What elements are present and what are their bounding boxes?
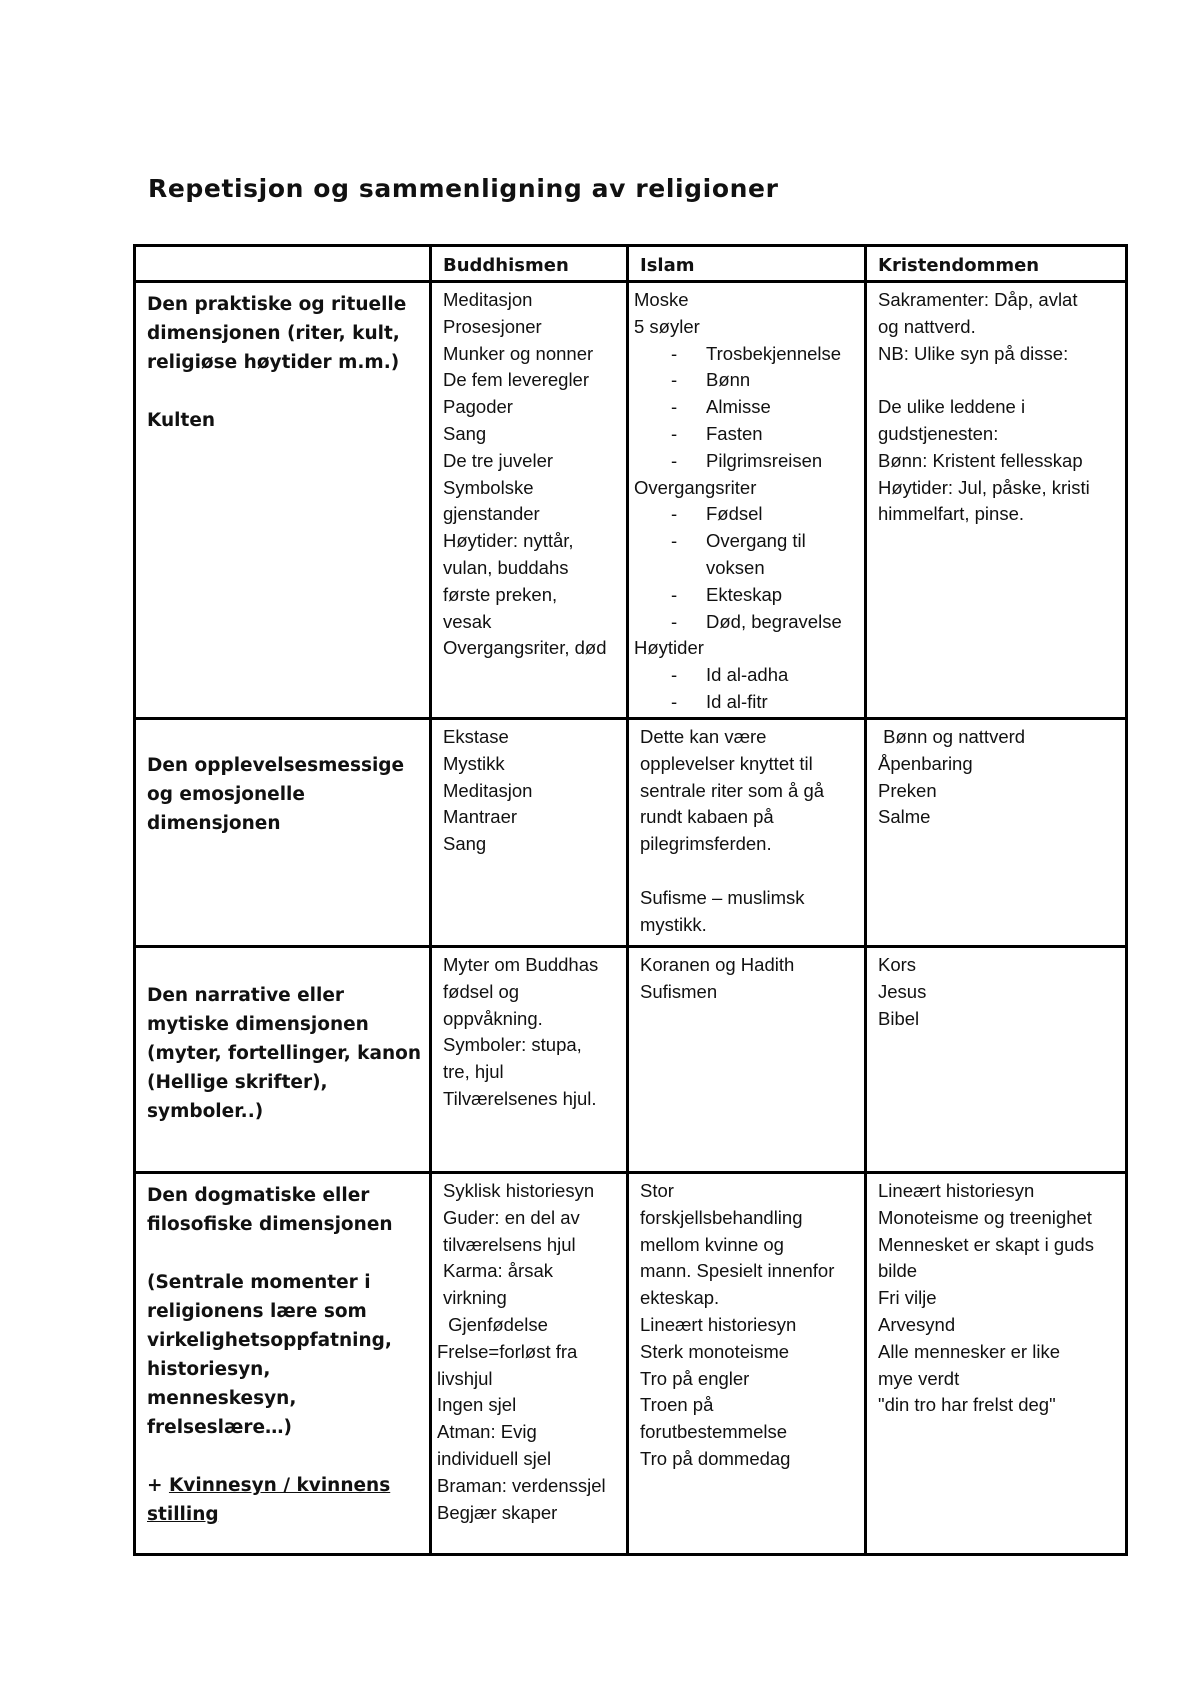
cell-line: Bønn: Kristent fellesskap [878, 449, 1083, 471]
cell-line: gjenstander [443, 503, 540, 525]
cell-line: Monoteisme og treenighet [878, 1206, 1092, 1228]
cell-line: Karma: årsak [443, 1260, 554, 1282]
row-label-narrative [135, 947, 431, 1173]
cell-line: Sakramenter: Dåp, avlat [878, 289, 1078, 310]
cell-line: og nattverd. [878, 315, 976, 337]
cell-line: Frelse=forløst fra [437, 1340, 578, 1362]
label-line: (myter, fortellinger, kanon [147, 1043, 422, 1064]
list-item: - Fasten [634, 421, 860, 448]
label-line: Den praktiske og rituelle [147, 294, 407, 315]
cell-line: Myter om Buddhas [443, 954, 599, 975]
list-item: - Id al-fitr [634, 689, 860, 716]
cell-line: oppvåkning. [443, 1007, 543, 1029]
cell-christianity-dogmatic [866, 1173, 1127, 1555]
cell-line: Tro på engler [640, 1367, 750, 1389]
cell-line: De fem leveregler [443, 369, 590, 391]
label-line [147, 1471, 421, 1500]
cell-line: Atman: Evig [437, 1421, 537, 1443]
list-item: - Død, begravelse [634, 609, 860, 636]
label-line: Den narrative eller [147, 985, 345, 1006]
cell-buddhism-dogmatic [431, 1173, 628, 1555]
cell-line: himmelfart, pinse. [878, 503, 1024, 525]
cell-line: Guder: en del av [443, 1206, 580, 1228]
cell-line: Salme [878, 806, 931, 828]
row-dogmatic [135, 1173, 1127, 1555]
cell-line: Moske [634, 289, 689, 310]
label-line: frelseslære…) [147, 1417, 292, 1438]
cell-line: forutbestemmelse [640, 1421, 788, 1443]
plus-prefix: + [147, 1475, 169, 1496]
label-line: symboler..) [147, 1101, 264, 1122]
cell-buddhism-experiential [431, 719, 628, 947]
cell-line: Munker og nonner [443, 342, 594, 364]
cell-line: Jesus [878, 980, 927, 1002]
cell-line: Syklisk historiesyn [443, 1180, 595, 1201]
cell-line: Høytider: nyttår, [443, 530, 574, 552]
cell-line: mystikk. [640, 913, 707, 935]
header-buddhism: Buddhismen [431, 246, 628, 282]
comparison-table [133, 244, 1128, 1556]
list-item: - Ekteskap [634, 582, 860, 609]
cell-christianity-narrative [866, 947, 1127, 1173]
cell-line: Dette kan være [640, 726, 767, 747]
label-line: menneskesyn, [147, 1388, 297, 1409]
cell-line: tilværelsens hjul [443, 1233, 576, 1255]
label-line: Kulten [147, 410, 216, 431]
cell-line: NB: Ulike syn på disse: [878, 342, 1069, 364]
cell-islam-dogmatic [628, 1173, 866, 1555]
cell-line: Mantraer [443, 806, 518, 828]
cell-line: Symbolske [443, 476, 534, 498]
label-line: religionens lære som [147, 1301, 367, 1322]
label-line: filosofiske dimensjonen [147, 1214, 393, 1235]
cell-line: 5 søyler [634, 315, 700, 337]
cell-line: Alle mennesker er like [878, 1340, 1060, 1362]
list-item: - Trosbekjennelse [634, 341, 860, 368]
cell-line: fødsel og [443, 980, 520, 1002]
label-line: (Hellige skrifter), [147, 1072, 328, 1093]
cell-line: "din tro har frelst deg" [878, 1394, 1056, 1416]
cell-line: Sufisme – muslimsk [640, 886, 805, 908]
cell-line: Meditasjon [443, 289, 533, 310]
cell-line: Sang [443, 422, 487, 444]
cell-line: pilegrimsferden. [640, 833, 772, 855]
cell-line: Fri vilje [878, 1287, 937, 1309]
label-line: historiesyn, [147, 1359, 271, 1380]
cell-line: livshjul [437, 1367, 493, 1389]
cell-islam-narrative [628, 947, 866, 1173]
cell-line: Ekstase [443, 726, 509, 747]
cell-line: Høytider [634, 637, 704, 659]
cell-buddhism-practical [431, 282, 628, 719]
cell-line: Braman: verdenssjel [437, 1474, 606, 1496]
cell-line: Overgangsriter, død [443, 637, 607, 659]
cell-line: Åpenbaring [878, 752, 973, 774]
label-line: (Sentrale momenter i [147, 1272, 371, 1293]
label-line: virkelighetsoppfatning, [147, 1330, 392, 1351]
cell-line: Tilværelsenes hjul. [443, 1087, 597, 1109]
cell-line: Lineært historiesyn [878, 1180, 1035, 1201]
cell-line: mellom kvinne og [640, 1233, 784, 1255]
header-empty [135, 246, 431, 282]
cell-line: første preken, [443, 583, 558, 605]
cell-line: Koranen og Hadith [640, 954, 795, 975]
cell-line: rundt kabaen på [640, 806, 774, 828]
row-narrative [135, 947, 1127, 1173]
cell-line: mann. Spesielt innenfor [640, 1260, 835, 1282]
cell-line: virkning [443, 1287, 507, 1309]
list-item: - Fødsel [634, 501, 860, 528]
label-line: religiøse høytider m.m.) [147, 352, 400, 373]
cell-line: Høytider: Jul, påske, kristi [878, 476, 1090, 498]
cell-line: Troen på [640, 1394, 714, 1416]
cell-line: Preken [878, 779, 937, 801]
list-item-continued: voksen [706, 556, 765, 578]
cell-line: Sufismen [640, 980, 718, 1002]
cell-line: sentrale riter som å gå [640, 779, 825, 801]
women-view-label: stilling [147, 1504, 219, 1525]
header-row [135, 246, 1127, 282]
cell-line: Symboler: stupa, [443, 1034, 582, 1056]
header-islam: Islam [628, 246, 866, 282]
cell-line: Kors [878, 954, 917, 975]
cell-line: Prosesjoner [443, 315, 542, 337]
cell-line: mye verdt [878, 1367, 960, 1389]
cell-line: Bønn og nattverd [878, 726, 1026, 747]
label-line: Den opplevelsesmessige [147, 755, 405, 776]
cell-line: Arvesynd [878, 1313, 956, 1335]
page-title: Repetisjon og sammenligning av religioner [148, 174, 779, 203]
cell-line: vesak [443, 610, 492, 632]
cell-buddhism-narrative [431, 947, 628, 1173]
cell-line: gudstjenesten: [878, 422, 999, 444]
cell-line: individuell sjel [437, 1447, 552, 1469]
cell-line: De ulike leddene i [878, 396, 1026, 418]
cell-line: Sterk monoteisme [640, 1340, 790, 1362]
cell-line: Sang [443, 833, 487, 855]
list-item: - Overgang til [634, 528, 860, 555]
row-practical [135, 282, 1127, 719]
cell-line: Meditasjon [443, 779, 533, 801]
row-label-dogmatic [135, 1173, 431, 1555]
header-christianity: Kristendommen [866, 246, 1127, 282]
cell-line: Begjær skaper [437, 1501, 558, 1523]
cell-christianity-experiential [866, 719, 1127, 947]
cell-christianity-practical [866, 282, 1127, 719]
label-line: Den dogmatiske eller [147, 1185, 370, 1206]
cell-line: vulan, buddahs [443, 556, 569, 578]
cell-line: Mystikk [443, 752, 505, 774]
cell-line: Pagoder [443, 396, 513, 418]
row-label-practical [135, 282, 431, 719]
cell-line: Lineært historiesyn [640, 1313, 797, 1335]
cell-line: bilde [878, 1260, 918, 1282]
label-line: og emosjonelle [147, 784, 305, 805]
women-view-label: Kvinnesyn / kvinnens [168, 1475, 391, 1496]
cell-line: Overgangsriter [634, 476, 757, 498]
cell-line: Ingen sjel [437, 1394, 517, 1416]
row-experiential [135, 719, 1127, 947]
cell-line: Bibel [878, 1007, 920, 1029]
list-item: - Pilgrimsreisen [634, 448, 860, 475]
cell-line: Gjenfødelse [443, 1313, 548, 1335]
cell-line: Tro på dommedag [640, 1447, 791, 1469]
cell-line: ekteskap. [640, 1287, 720, 1309]
cell-line: forskjellsbehandling [640, 1206, 803, 1228]
label-line: mytiske dimensjonen [147, 1014, 369, 1035]
cell-line: De tre juveler [443, 449, 554, 471]
list-item: - Id al-adha [634, 662, 860, 689]
cell-line: opplevelser knyttet til [640, 752, 813, 774]
list-item: - Almisse [634, 394, 860, 421]
cell-line: Mennesket er skapt i guds [878, 1233, 1094, 1255]
cell-line: tre, hjul [443, 1061, 504, 1083]
label-line: dimensjonen [147, 813, 281, 834]
cell-islam-practical [628, 282, 866, 719]
row-label-experiential [135, 719, 431, 947]
list-item: - Bønn [634, 367, 860, 394]
cell-islam-experiential [628, 719, 866, 947]
label-line: dimensjonen (riter, kult, [147, 323, 400, 344]
cell-line: Stor [640, 1180, 674, 1201]
